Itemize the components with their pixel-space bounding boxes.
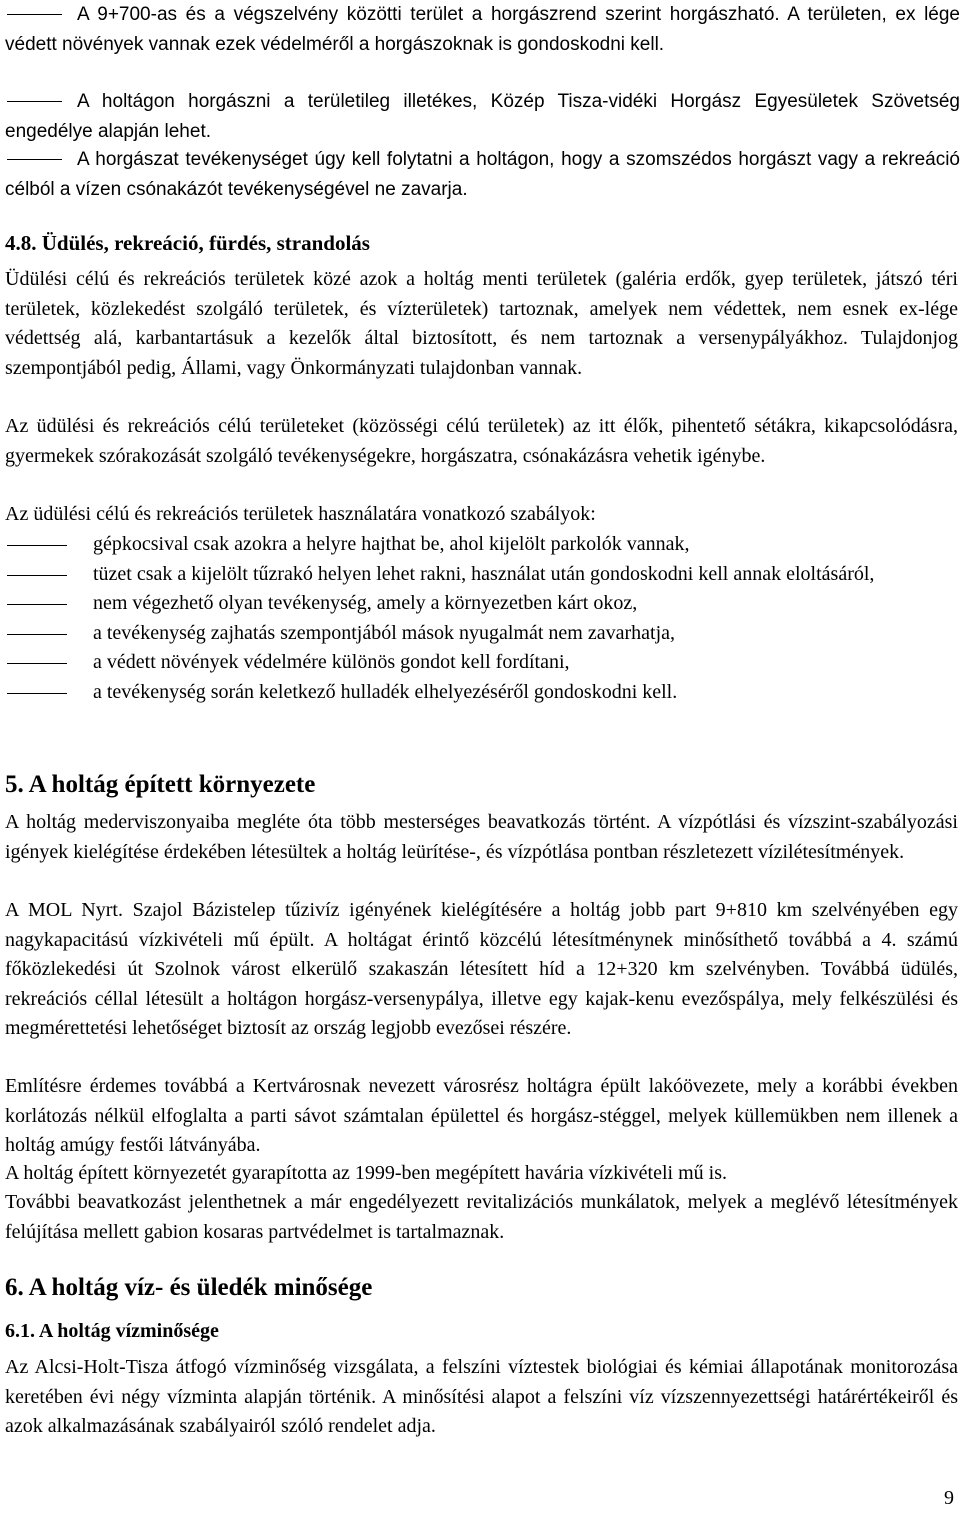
paragraph: Az üdülési és rekreációs célú területeket (közösségi célú területek) az itt élők, pihentető sétákra, kikapcsolódásra, gyermekek szórakozását szolgáló tevékenységekre, horgászatra, csónakázásra vehetik igénybe.: [5, 415, 958, 467]
list-item: a tevékenység során keletkező hulladék elhelyezéséről gondoskodni kell.: [5, 678, 905, 708]
list-item: a védett növények védelmére különös gondot kell fordítani,: [5, 648, 905, 678]
bullet-item: [5, 145, 960, 204]
paragraph: Üdülési célú és rekreációs területek közé azok a holtág menti területek (galéria erdők, gyep területek, játszó téri területek, közlekedést szolgáló területek, és vízterületek) tartoznak, amelyek nem védettek, nem esnek ex-lége védettség alá, karbantartásuk a kezelők által biztosított, és nem tartoznak a versenypályákhoz. Tulajdonjog szempontjából pedig, Állami, vagy Önkormányzati tulajdonban vannak.: [5, 268, 958, 379]
bullet-item: [5, 0, 960, 59]
bullet-text: A 9+700-as és a végszelvény közötti terület a horgászrend szerint horgászható. A területen, ex lége védett növények vannak ezek védelméről a horgászoknak is gondoskodni kell.: [5, 4, 960, 55]
paragraph: Említésre érdemes továbbá a Kertvárosnak nevezett városrész holtágra épült lakóövezete, mely a korábbi években korlátozás nélkül elfoglalta a parti sávot számtalan épülettel és horgász-stéggel, melyek küllemükben nem illenek a holtág amúgy festői látványába.: [5, 1075, 958, 1156]
paragraph: További beavatkozást jelenthetnek a már engedélyezett revitalizációs munkálatok, melyek a meglévő létesítmények felújítása mellett gabion kosaras partvédelmet is tartalmaznak.: [5, 1191, 958, 1243]
bullet-item: [5, 87, 960, 146]
list-item: gépkocsival csak azokra a helyre hajthat be, ahol kijelölt parkolók vannak,: [5, 530, 905, 560]
paragraph: Az üdülési célú és rekreációs területek használatára vonatkozó szabályok:: [5, 503, 596, 525]
list-item: tüzet csak a kijelölt tűzrakó helyen lehet rakni, használat után gondoskodni kell annak eloltásáról,: [5, 560, 905, 590]
bullet-text: A horgászat tevékenységet úgy kell folytatni a holtágon, hogy a szomszédos horgászt vagy a rekreáció célból a vízen csónakázót tevékenységével ne zavarja.: [5, 149, 960, 200]
rules-list: [5, 530, 905, 707]
page-number: 9: [944, 1487, 954, 1509]
paragraph: Az Alcsi-Holt-Tisza átfogó vízminőség vizsgálata, a felszíni víztestek biológiai és kémiai állapotának monitorozása keretében évi négy vízminta alapján történik. A minősítési alapot a felszíni víz vízszennyezettségi határértékeiről és azok alkalmazásának szabályairól szóló rendelet adja.: [5, 1356, 958, 1437]
list-item: nem végezhető olyan tevékenység, amely a környezetben kárt okoz,: [5, 589, 905, 619]
paragraph: A holtág mederviszonyaiba megléte óta több mesterséges beavatkozás történt. A vízpótlási és vízszint-szabályozási igények kielégítése érdekében létesültek a holtág leürítése-, és vízpótlása pontban részletezett vízilétesítmények.: [5, 811, 958, 863]
section-heading-5: 5. A holtág épített környezete: [5, 771, 316, 798]
paragraph: A MOL Nyrt. Szajol Bázistelep tűzivíz igényének kielégítésére a holtág jobb part 9+810 km szelvényében egy nagykapacitású vízkivételi mű épült. A holtágat érintő közcélú létesítménynek minősíthető továbbá a 4. számú főközlekedési út Szolnok várost elkerülő szakaszán létesített híd a 12+320 km szelvényben. Továbbá üdülés, rekreációs céllal létesült a holtágon horgász-versenypálya, illetve egy kajak-kenu evezőspálya, mely felkészülési és megmérettetési lehetőséget biztosít az ország legjobb evezősei részére.: [5, 899, 958, 1039]
subsection-heading-6-1: 6.1. A holtág vízminősége: [5, 1320, 219, 1342]
bullet-text: A holtágon horgászni a területileg illetékes, Közép Tisza-vidéki Horgász Egyesületek Szövetség engedélye alapján lehet.: [5, 91, 960, 142]
section-heading-4-8: 4.8. Üdülés, rekreáció, fürdés, strandolás: [5, 231, 370, 255]
paragraph: A holtág épített környezetét gyarapította az 1999-ben megépített havária vízkivételi mű is.: [5, 1162, 727, 1184]
list-item: a tevékenység zajhatás szempontjából mások nyugalmát nem zavarhatja,: [5, 619, 905, 649]
section-heading-6: 6. A holtág víz- és üledék minősége: [5, 1274, 373, 1301]
